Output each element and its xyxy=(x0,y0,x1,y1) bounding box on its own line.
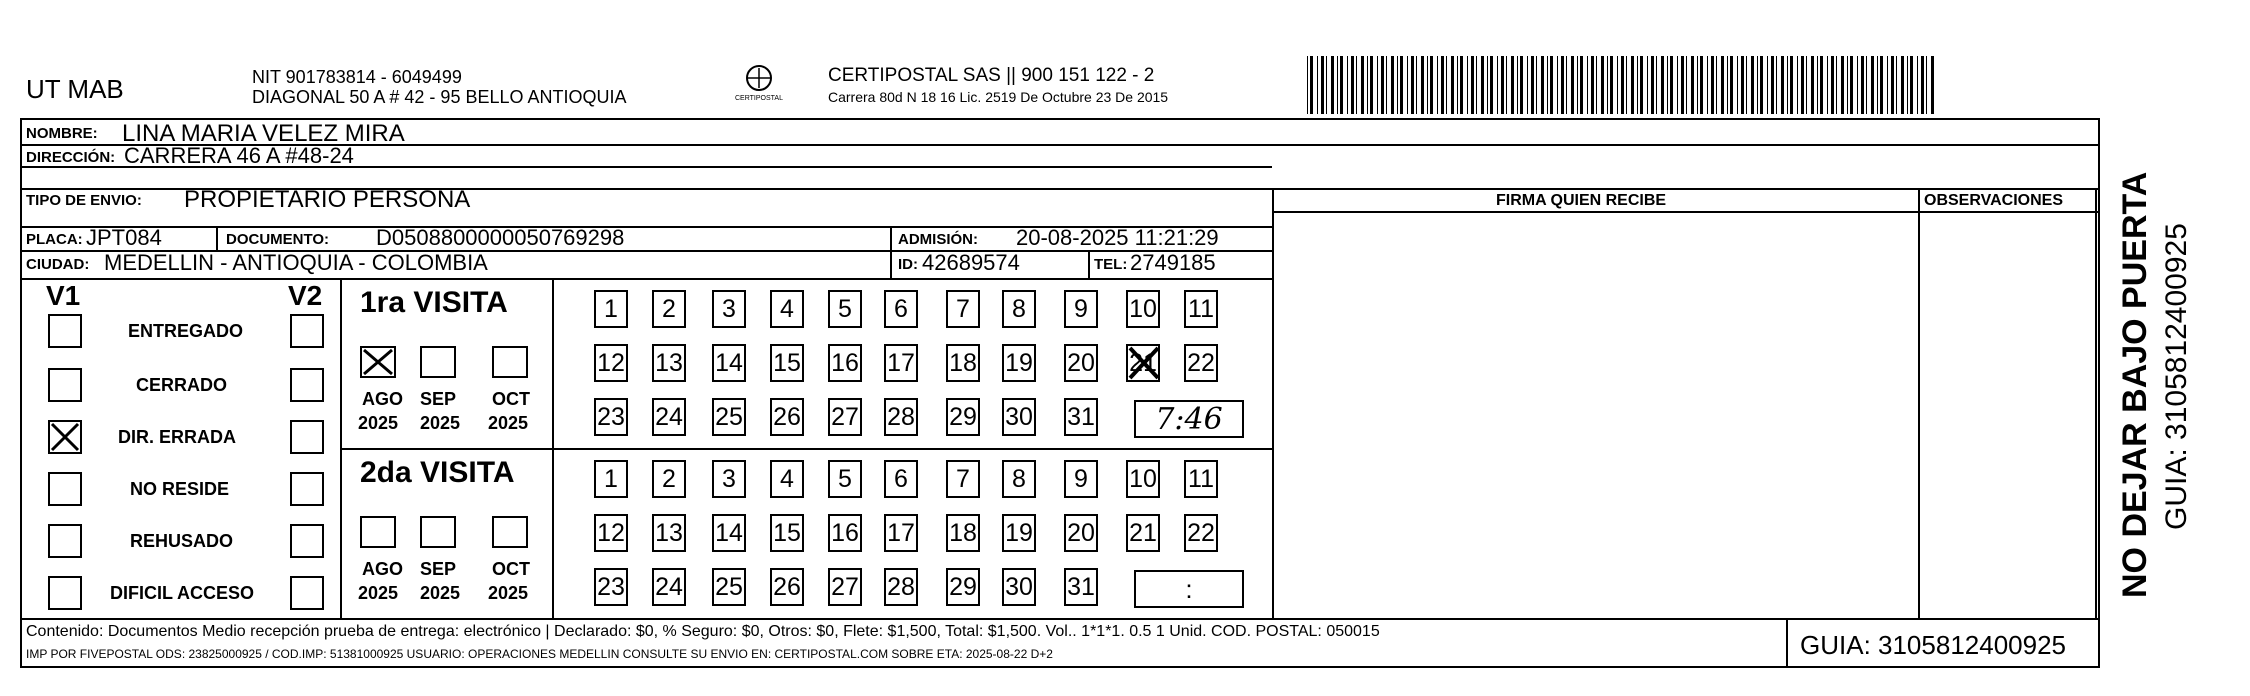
barcode-bar xyxy=(1887,56,1888,114)
barcode-bar xyxy=(1841,56,1844,114)
barcode-bar xyxy=(1850,56,1853,114)
visit1-day-18[interactable]: 18 xyxy=(946,344,980,382)
logo-text: CERTIPOSTAL xyxy=(735,95,783,102)
visit2-day-30[interactable]: 30 xyxy=(1002,568,1036,606)
v1-checkbox-dificil-acceso[interactable] xyxy=(48,576,82,610)
barcode-bar xyxy=(1721,56,1724,114)
visit1-time-value: 7:46 xyxy=(1155,401,1223,437)
visit2-day-2[interactable]: 2 xyxy=(652,460,686,498)
admission-label: ADMISIÓN: xyxy=(898,231,978,248)
barcode-bar xyxy=(1907,56,1908,114)
barcode-bar xyxy=(1416,56,1417,114)
barcode-bar xyxy=(1601,56,1604,114)
v2-checkbox-no-reside[interactable] xyxy=(290,472,324,506)
barcode-bar xyxy=(1377,56,1378,114)
visit1-time-box[interactable] xyxy=(1134,400,1244,438)
barcode-bar xyxy=(1566,56,1567,114)
id-value: 42689574 xyxy=(922,250,1020,275)
barcode-bar xyxy=(1896,56,1897,114)
visit1-day-3[interactable]: 3 xyxy=(712,290,746,328)
visit1-month-label-ago: AGO xyxy=(362,389,404,409)
barcode-bar xyxy=(1751,56,1754,114)
barcode-bar xyxy=(1771,56,1774,114)
v2-checkbox-entregado[interactable] xyxy=(290,314,324,348)
barcode-bar xyxy=(1656,56,1657,114)
visit1-day-15[interactable]: 15 xyxy=(770,344,804,382)
v1-checkbox-cerrado[interactable] xyxy=(48,368,82,402)
barcode-bar xyxy=(1367,56,1368,114)
visit2-month-label-ago: AGO xyxy=(362,559,404,579)
visit2-year-label-ago: 2025 xyxy=(358,583,399,603)
status-label-no-reside: NO RESIDE xyxy=(130,479,230,499)
barcode-bar xyxy=(1607,56,1608,114)
visit1-day-21[interactable] xyxy=(1126,344,1160,382)
barcode-bar xyxy=(1527,56,1528,114)
barcode-bar xyxy=(1337,56,1338,114)
barcode-bar xyxy=(1430,56,1433,114)
visit1-day-28[interactable]: 28 xyxy=(884,398,918,436)
status-label-dificil-acceso: DIFICIL ACCESO xyxy=(110,583,255,603)
barcode-bar xyxy=(1476,56,1477,114)
visit2-day-3[interactable]: 3 xyxy=(712,460,746,498)
visit2-day-14[interactable]: 14 xyxy=(712,514,746,552)
v2-checkbox-dificil-acceso[interactable] xyxy=(290,576,324,610)
barcode-bar xyxy=(1836,56,1837,114)
footer-guia: GUIA: 3105812400925 xyxy=(1800,630,2066,660)
barcode-bar xyxy=(1727,56,1728,114)
company-name: UT MAB xyxy=(26,74,124,104)
barcode-bar xyxy=(1550,56,1553,114)
barcode-bar xyxy=(1381,56,1384,114)
visit1-day-16[interactable]: 16 xyxy=(828,344,862,382)
barcode-bar xyxy=(1370,56,1373,114)
v1-checkbox-no-reside[interactable] xyxy=(48,472,82,506)
visit2-day-22[interactable]: 22 xyxy=(1184,514,1218,552)
barcode-bar xyxy=(1670,56,1673,114)
visit1-day-9[interactable]: 9 xyxy=(1064,290,1098,328)
barcode-bar xyxy=(1407,56,1408,114)
visit1-month-label-oct: OCT xyxy=(492,389,530,409)
v1-checkbox-rehusado[interactable] xyxy=(48,524,82,558)
barcode-bar xyxy=(1776,56,1777,114)
visit1-day-25[interactable]: 25 xyxy=(712,398,746,436)
barcode-bar xyxy=(1561,56,1564,114)
barcode-bar xyxy=(1647,56,1648,114)
barcode-bar xyxy=(1827,56,1828,114)
barcode-bar xyxy=(1490,56,1493,114)
visit2-day-13[interactable]: 13 xyxy=(652,514,686,552)
barcode-bar xyxy=(1697,56,1698,114)
visit2-day-29[interactable]: 29 xyxy=(946,568,980,606)
visit2-day-25[interactable]: 25 xyxy=(712,568,746,606)
barcode-bar xyxy=(1497,56,1498,114)
barcode-bar xyxy=(1746,56,1747,114)
no-dejar-warning: NO DEJAR BAJO PUERTA xyxy=(2116,171,2154,598)
barcode-bar xyxy=(1441,56,1444,114)
document-label: DOCUMENTO: xyxy=(226,231,330,248)
barcode-bar xyxy=(1811,56,1814,114)
visit2-day-9[interactable]: 9 xyxy=(1064,460,1098,498)
barcode-bar xyxy=(1637,56,1638,114)
barcode-bar xyxy=(1640,56,1643,114)
visit1-year-label-oct: 2025 xyxy=(488,413,529,433)
barcode-bar xyxy=(1351,56,1354,114)
barcode-bar xyxy=(1921,56,1924,114)
visit1-year-label-sep: 2025 xyxy=(420,413,461,433)
day-number: 21 xyxy=(1129,348,1157,377)
barcode-bar xyxy=(1910,56,1913,114)
recipient-address: CARRERA 46 A #48-24 xyxy=(124,143,354,168)
barcode-bar xyxy=(1626,56,1627,114)
barcode-bar xyxy=(1427,56,1428,114)
visit1-year-label-ago: 2025 xyxy=(358,413,399,433)
barcode-bar xyxy=(1517,56,1518,114)
visit2-month-label-oct: OCT xyxy=(492,559,530,579)
checked-x-icon xyxy=(50,422,80,452)
barcode-bar xyxy=(1411,56,1414,114)
barcode-bar xyxy=(1481,56,1484,114)
v2-label: V2 xyxy=(288,280,323,311)
barcode-bar xyxy=(1571,56,1574,114)
address-label: DIRECCIÓN: xyxy=(26,149,116,166)
barcode-bar xyxy=(1901,56,1904,114)
visit1-month-oct[interactable] xyxy=(492,346,528,378)
visit2-title: 2da VISITA xyxy=(360,456,515,489)
visit2-day-11[interactable]: 11 xyxy=(1184,460,1218,498)
visit1-day-31[interactable]: 31 xyxy=(1064,398,1098,436)
visit2-month-oct[interactable] xyxy=(492,516,528,548)
v2-checkbox-cerrado[interactable] xyxy=(290,368,324,402)
status-label-cerrado: CERRADO xyxy=(136,375,228,395)
visit1-month-sep[interactable] xyxy=(420,346,456,378)
barcode-bar xyxy=(1580,56,1583,114)
barcode-bar xyxy=(1460,56,1463,114)
barcode-bar xyxy=(1506,56,1507,114)
barcode-bar xyxy=(1326,56,1327,114)
barcode-bar xyxy=(1536,56,1537,114)
barcode-bar xyxy=(1400,56,1403,114)
visit2-time-box[interactable] xyxy=(1134,570,1244,608)
barcode-bar xyxy=(1917,56,1918,114)
nit-line: NIT 901783814 - 6049499 xyxy=(252,67,462,87)
barcode-bar xyxy=(1617,56,1618,114)
id-label: ID: xyxy=(898,256,918,273)
visit1-day-5[interactable]: 5 xyxy=(828,290,862,328)
sender-address: DIAGONAL 50 A # 42 - 95 BELLO ANTIOQUIA xyxy=(252,87,627,107)
barcode-bar xyxy=(1437,56,1438,114)
type-label: TIPO DE ENVIO: xyxy=(26,192,142,209)
observations-header: OBSERVACIONES xyxy=(1924,192,2063,209)
visit1-day-4[interactable]: 4 xyxy=(770,290,804,328)
barcode-bar xyxy=(1511,56,1514,114)
barcode-bar xyxy=(1831,56,1834,114)
barcode-bar xyxy=(1541,56,1544,114)
visit1-day-22[interactable]: 22 xyxy=(1184,344,1218,382)
visit2-day-16[interactable]: 16 xyxy=(828,514,862,552)
license-line: Carrera 80d N 18 16 Lic. 2519 De Octubre 23 De 2015 xyxy=(828,89,1169,105)
barcode-bar xyxy=(1891,56,1894,114)
footer-content-line: Contenido: Documentos Medio recepción prueba de entrega: electrónico | Declarado: $0, % Seguro: $0, Otros: $0, Flete: $1,500, Total: $1,500. Vol.. 1*1*1. 0.5 1 Unid. COD. POSTAL: 050015 xyxy=(26,623,1380,640)
status-label-entregado: ENTREGADO xyxy=(128,321,244,341)
plate-value: JPT084 xyxy=(86,225,162,250)
tel-value: 2749185 xyxy=(1130,250,1216,275)
visit1-day-6[interactable]: 6 xyxy=(884,290,918,328)
visit1-day-2[interactable]: 2 xyxy=(652,290,686,328)
plate-label: PLACA: xyxy=(26,231,83,248)
city-value: MEDELLIN - ANTIOQUIA - COLOMBIA xyxy=(104,250,488,275)
barcode-bar xyxy=(1451,56,1454,114)
barcode-bar xyxy=(1331,56,1334,114)
visit2-day-21[interactable]: 21 xyxy=(1126,514,1160,552)
barcode-bar xyxy=(1757,56,1758,114)
barcode-bar xyxy=(1361,56,1364,114)
barcode-bar xyxy=(1501,56,1504,114)
barcode-bar xyxy=(1651,56,1654,114)
barcode-bar xyxy=(1866,56,1867,114)
visit2-month-sep[interactable] xyxy=(420,516,456,548)
barcode-bar xyxy=(1880,56,1883,114)
barcode-bar xyxy=(1520,56,1523,114)
visit1-day-20[interactable]: 20 xyxy=(1064,344,1098,382)
barcode-bar xyxy=(1857,56,1858,114)
barcode-bar xyxy=(1457,56,1458,114)
barcode-bar xyxy=(1577,56,1578,114)
vertical-guia: GUIA: 3105812400925 xyxy=(2160,223,2193,530)
barcode-bar xyxy=(1737,56,1738,114)
visit1-day-19[interactable]: 19 xyxy=(1002,344,1036,382)
barcode-bar xyxy=(1446,56,1447,114)
visit1-day-29[interactable]: 29 xyxy=(946,398,980,436)
barcode-bar xyxy=(1760,56,1763,114)
visit2-day-23[interactable]: 23 xyxy=(594,568,628,606)
admission-value: 20-08-2025 11:21:29 xyxy=(1016,225,1219,250)
barcode-bar xyxy=(1610,56,1613,114)
signature-header: FIRMA QUIEN RECIBE xyxy=(1496,192,1667,209)
visit2-year-label-oct: 2025 xyxy=(488,583,529,603)
barcode-bar xyxy=(1790,56,1793,114)
visit2-day-7[interactable]: 7 xyxy=(946,460,980,498)
barcode-bar xyxy=(1711,56,1714,114)
barcode-bar xyxy=(1817,56,1818,114)
barcode-bar xyxy=(1386,56,1387,114)
visit1-day-13[interactable]: 13 xyxy=(652,344,686,382)
visit1-day-8[interactable]: 8 xyxy=(1002,290,1036,328)
visit1-day-11[interactable]: 11 xyxy=(1184,290,1218,328)
name-label: NOMBRE: xyxy=(26,125,98,142)
v1-checkbox-dir-errada[interactable] xyxy=(48,420,82,454)
visit2-time-value: : xyxy=(1185,573,1193,604)
visit1-day-12[interactable]: 12 xyxy=(594,344,628,382)
barcode-bar xyxy=(1661,56,1664,114)
visit1-month-ago[interactable] xyxy=(360,346,396,378)
barcode-bar xyxy=(1531,56,1534,114)
barcode-bar xyxy=(1391,56,1394,114)
barcode-bar xyxy=(1716,56,1717,114)
footer-print-line: IMP POR FIVEPOSTAL ODS: 23825000925 / COD.IMP: 51381000925 USUARIO: OPERACIONES MEDELLIN CONSULTE SU ENVIO EN: CERTIPOSTAL.COM SOBRE ETA: 2025-08-22 D+2 xyxy=(26,647,1053,661)
visit2-day-6[interactable]: 6 xyxy=(884,460,918,498)
barcode-bar xyxy=(1797,56,1798,114)
visit2-day-31[interactable]: 31 xyxy=(1064,568,1098,606)
visit2-month-label-sep: SEP xyxy=(420,559,457,579)
barcode-bar xyxy=(1547,56,1548,114)
barcode-bar xyxy=(1677,56,1678,114)
barcode-bar xyxy=(1317,56,1318,114)
visit1-day-1[interactable]: 1 xyxy=(594,290,628,328)
carrier-line: CERTIPOSTAL SAS || 900 151 122 - 2 xyxy=(828,65,1155,86)
barcode-bar xyxy=(1806,56,1807,114)
visit2-day-1[interactable]: 1 xyxy=(594,460,628,498)
status-label-rehusado: REHUSADO xyxy=(130,531,234,551)
visit2-day-17[interactable]: 17 xyxy=(884,514,918,552)
visit1-title: 1ra VISITA xyxy=(360,286,508,319)
visit1-day-27[interactable]: 27 xyxy=(828,398,862,436)
visit2-day-18[interactable]: 18 xyxy=(946,514,980,552)
barcode-bar xyxy=(1667,56,1668,114)
barcode-bar xyxy=(1356,56,1357,114)
v2-checkbox-dir-errada[interactable] xyxy=(290,420,324,454)
visit1-day-30[interactable]: 30 xyxy=(1002,398,1036,436)
barcode-bar xyxy=(1397,56,1398,114)
visit2-day-28[interactable]: 28 xyxy=(884,568,918,606)
visit2-day-24[interactable]: 24 xyxy=(652,568,686,606)
barcode-bar xyxy=(1681,56,1684,114)
barcode-bar xyxy=(1871,56,1874,114)
barcode-bar xyxy=(1307,56,1308,114)
barcode-bar xyxy=(1847,56,1848,114)
barcode-bar xyxy=(1801,56,1804,114)
v2-checkbox-rehusado[interactable] xyxy=(290,524,324,558)
visit2-day-19[interactable]: 19 xyxy=(1002,514,1036,552)
visit1-day-7[interactable]: 7 xyxy=(946,290,980,328)
visit1-day-10[interactable]: 10 xyxy=(1126,290,1160,328)
tel-label: TEL: xyxy=(1094,256,1128,273)
checked-x-icon xyxy=(362,348,394,376)
barcode-bar xyxy=(1707,56,1708,114)
barcode xyxy=(1307,56,1937,114)
status-label-dir-errada: DIR. ERRADA xyxy=(118,427,237,447)
v1-label: V1 xyxy=(46,280,81,311)
document-value: D0508800000050769298 xyxy=(376,225,625,250)
barcode-bar xyxy=(1730,56,1733,114)
barcode-bar xyxy=(1931,56,1934,114)
barcode-bar xyxy=(1596,56,1597,114)
barcode-bar xyxy=(1820,56,1823,114)
barcode-bar xyxy=(1767,56,1768,114)
city-label: CIUDAD: xyxy=(26,256,90,273)
barcode-bar xyxy=(1591,56,1594,114)
barcode-bar xyxy=(1700,56,1703,114)
visit1-day-14[interactable]: 14 xyxy=(712,344,746,382)
visit2-day-15[interactable]: 15 xyxy=(770,514,804,552)
barcode-bar xyxy=(1691,56,1694,114)
barcode-bar xyxy=(1421,56,1424,114)
barcode-bar xyxy=(1587,56,1588,114)
visit1-day-23[interactable]: 23 xyxy=(594,398,628,436)
barcode-bar xyxy=(1631,56,1634,114)
visit2-month-ago[interactable] xyxy=(360,516,396,548)
barcode-bar xyxy=(1310,56,1313,114)
certipostal-logo xyxy=(726,60,792,104)
barcode-bar xyxy=(1787,56,1788,114)
barcode-bar xyxy=(1877,56,1878,114)
barcode-bar xyxy=(1487,56,1488,114)
barcode-bar xyxy=(1471,56,1474,114)
visit2-day-20[interactable]: 20 xyxy=(1064,514,1098,552)
barcode-bar xyxy=(1621,56,1624,114)
barcode-bar xyxy=(1781,56,1784,114)
recipient-name: LINA MARIA VELEZ MIRA xyxy=(122,120,405,147)
visit2-day-4[interactable]: 4 xyxy=(770,460,804,498)
visit2-day-10[interactable]: 10 xyxy=(1126,460,1160,498)
visit2-day-26[interactable]: 26 xyxy=(770,568,804,606)
visit1-day-17[interactable]: 17 xyxy=(884,344,918,382)
barcode-bar xyxy=(1861,56,1864,114)
barcode-bar xyxy=(1557,56,1558,114)
visit2-day-8[interactable]: 8 xyxy=(1002,460,1036,498)
barcode-bar xyxy=(1347,56,1348,114)
barcode-bar xyxy=(1741,56,1744,114)
visit1-day-24[interactable]: 24 xyxy=(652,398,686,436)
barcode-bar xyxy=(1340,56,1343,114)
barcode-bar xyxy=(1686,56,1687,114)
visit2-year-label-sep: 2025 xyxy=(420,583,461,603)
visit2-day-5[interactable]: 5 xyxy=(828,460,862,498)
visit2-day-12[interactable]: 12 xyxy=(594,514,628,552)
visit1-day-26[interactable]: 26 xyxy=(770,398,804,436)
barcode-bar xyxy=(1321,56,1324,114)
shipment-type: PROPIETARIO PERSONA xyxy=(184,186,471,213)
visit1-month-label-sep: SEP xyxy=(420,389,457,409)
v1-checkbox-entregado[interactable] xyxy=(48,314,82,348)
visit2-day-27[interactable]: 27 xyxy=(828,568,862,606)
barcode-bar xyxy=(1467,56,1468,114)
barcode-bar xyxy=(1926,56,1927,114)
